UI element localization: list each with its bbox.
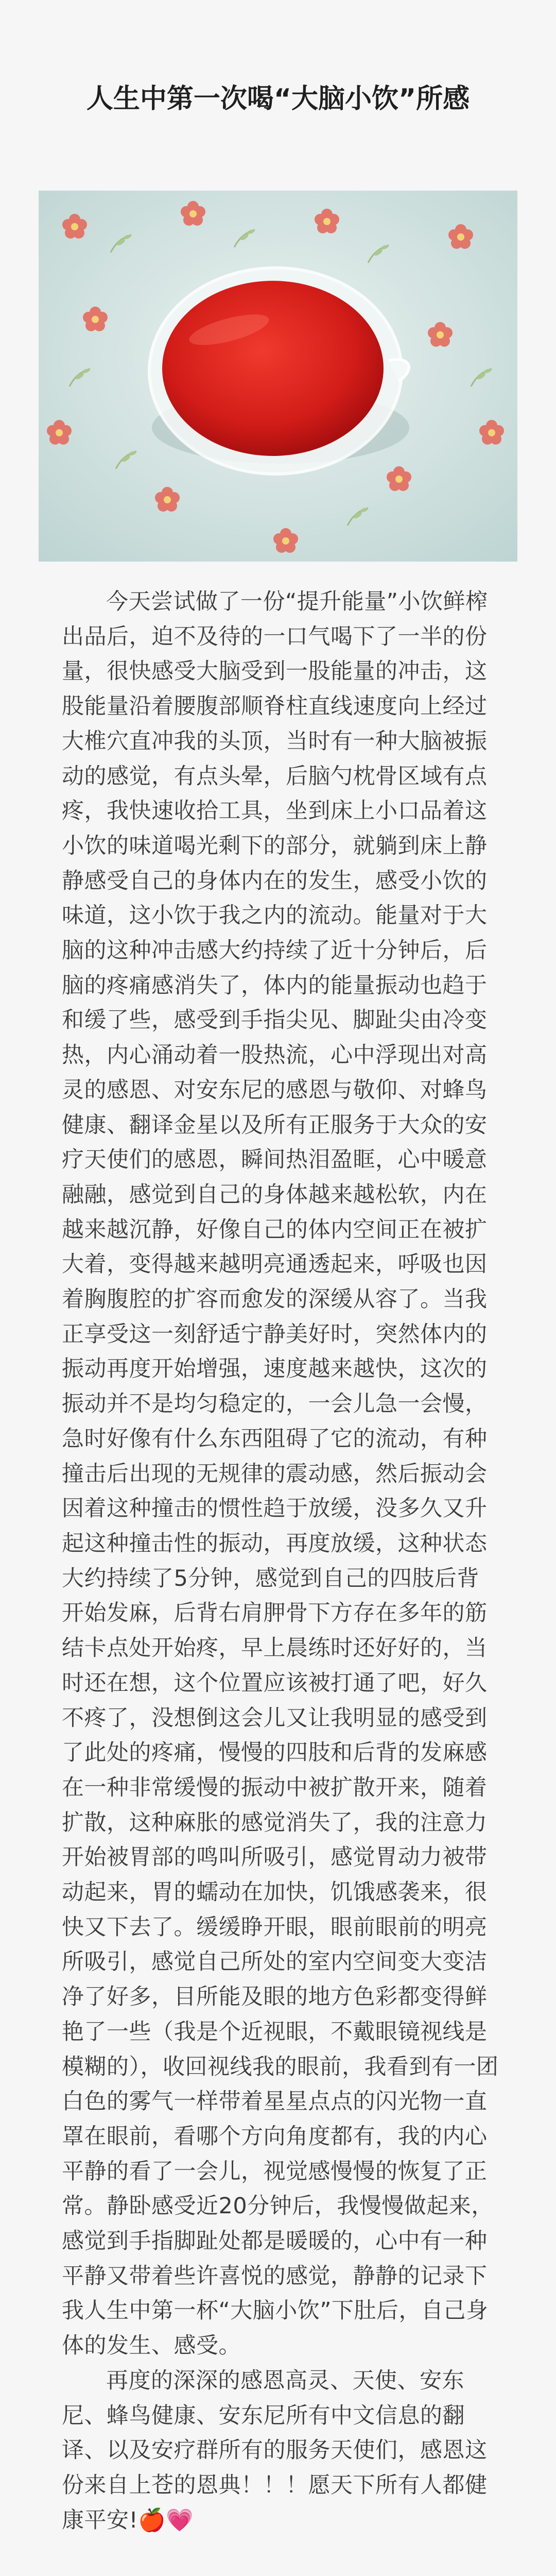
drink-photo — [39, 191, 517, 562]
paragraph-main: 今天尝试做了一份“提升能量”小饮鲜榨出品后，迫不及待的一口气喝下了一半的份量，很快感受大脑受到一股能量的冲击，这股能量沿着腰腹部顺脊柱直线速度向上经过大椎穴直冲我的头顶，当时有一种大脑被振动的感觉，有点头晕，后脑勺枕骨区域有点疼，我快速收拾工具，坐到床上小口品着这小饮的味道喝光剩下的部分，就躺到床上静静感受自己的身体内在的发生，感受小饮的味道，这小饮于我之内的流动。能量对于大脑的这种冲击感大约持续了近十分钟后，后脑的疼痛感消失了，体内的能量振动也趋于和缓了些，感受到手指尖见、脚趾尖由冷变热，内心涌动着一股热流，心中浮现出对高灵的感恩、对安东尼的感恩与敬仰、对蜂鸟健康、翻译金星以及所有正服务于大众的安疗天使们的感恩，瞬间热泪盈眶，心中暖意融融，感觉到自己的身体越来越松软，内在越来越沉静，好像自己的体内空间正在被扩大着，变得越来越明亮通透起来，呼吸也因着胸腹腔的扩容而愈发的深缓从容了。当我正享受这一刻舒适宁静美好时，突然体内的振动再度开始增强，速度越来越快，这次的振动并不是均匀稳定的，一会儿急一会慢，急时好像有什么东西阻碍了它的流动，有种撞击后出现的无规律的震动感，然后振动会因着这种撞击的惯性趋于放缓，没多久又升起这种撞击性的振动，再度放缓，这种状态大约持续了5分钟，感觉到自己的四肢后背开始发麻，后背右肩胛骨下方存在多年的筋结卡点处开始疼，早上晨练时还好好的，当时还在想，这个位置应该被打通了吧，好久不疼了，没想倒这会儿又让我明显的感受到了此处的疼痛，慢慢的四肢和后背的发麻感在一种非常缓慢的振动中被扩散开来，随着扩散，这种麻胀的感觉消失了，我的注意力开始被胃部的鸣叫所吸引，感觉胃动力被带动起来，胃的蠕动在加快，饥饿感袭来，很快又下去了。缓缓睁开眼，眼前眼前的明亮所吸引，感觉自己所处的室内空间变大变洁净了好多，目所能及眼的地方色彩都变得鲜艳了一些（我是个近视眼，不戴眼镜视线是模糊的），收回视线我的眼前，我看到有一团白色的雾气一样带着星星点点的闪光物一直罩在眼前，看哪个方向角度都有，我的内心平静的看了一会儿，视觉感慢慢的恢复了正常。静卧感受近20分钟后，我慢慢做起来，感觉到手指脚趾处都是暖暖的，心中有一种平静又带着些许喜悦的感觉，静静的记录下我人生中第一杯“大脑小饮”下肚后，自己身体的发生、感受。 — [62, 589, 499, 2359]
note-body — [62, 585, 499, 2538]
paragraph-gratitude: 再度的深深的感恩高灵、天使、安东尼、蜂鸟健康、安东尼所有中文信息的翻译、以及安疗群所有的服务天使们，感恩这份来自上苍的恩典！！！愿天下所有人都健康平安!🍎💗 — [62, 2367, 488, 2533]
note-title: 人生中第一次喝“大脑小饮”所感 — [86, 83, 470, 114]
